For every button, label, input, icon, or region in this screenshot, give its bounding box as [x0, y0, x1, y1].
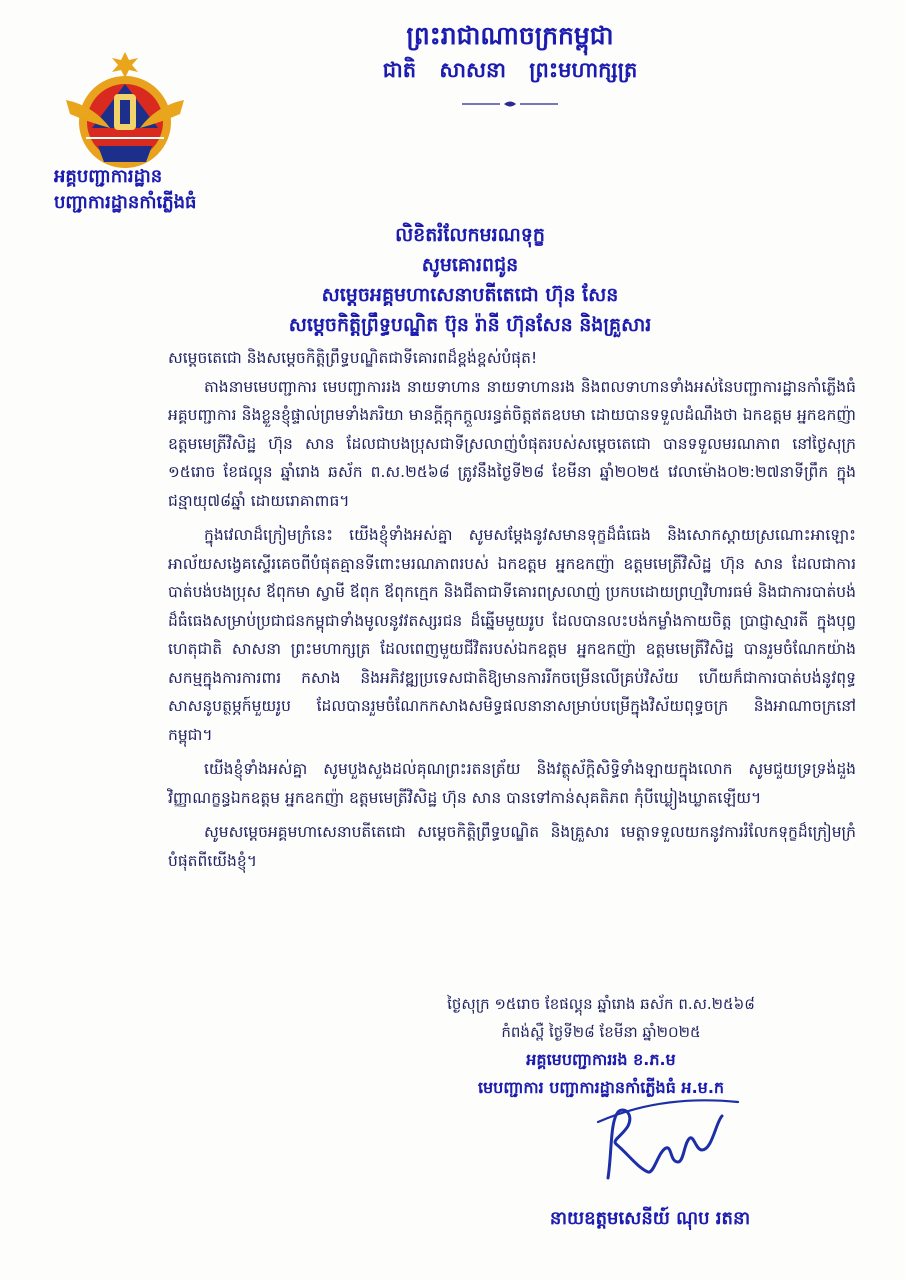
position-line-2: មេបញ្ជាការ បញ្ជាការដ្ឋានកាំភ្លើងធំ អ.ម.ក [477, 1078, 725, 1097]
position-line-1: អគ្គមេបញ្ជាការរង ខ.ភ.ម [526, 1050, 676, 1069]
kingdom-title: ព្រះរាជាណាចក្រកម្ពុជា [406, 21, 614, 50]
national-motto: ជាតិ សាសនា ព្រះមហាក្សត្រ [382, 58, 638, 82]
salutation: សម្តេចតេជោ និងសម្តេចកិត្តិព្រឹទ្ធបណ្ឌិតជាទីគោរពដ៏ខ្ពង់ខ្ពស់បំផុត! [168, 349, 538, 367]
kingdom-header [300, 18, 720, 113]
paragraph-4: សូមសម្តេចអគ្គមហាសេនាបតីតេជោ សម្តេចកិត្តិព្រឹទ្ធបណ្ឌិត និងគ្រួសារ មេត្តាទទួលយកនូវការរំលែកទុក្ខដ៏ក្រៀមក្រំបំផុតពីយើងខ្ញុំ។ [168, 823, 856, 870]
organization-line-2: បញ្ជាការដ្ឋានកាំភ្លើងធំ [54, 192, 197, 213]
organization-block [54, 164, 274, 216]
signer-name: នាយឧត្តមសេនីយ៍ ណុប រតនា [549, 1208, 751, 1229]
date-lunar: ថ្ងៃសុក្រ ១៥រោច ខែផល្គុន ឆ្នាំរោង ឆស័ក ព.ស.២៥៦៨ [447, 995, 755, 1013]
respect-line: សូមគោរពជូន [421, 254, 519, 276]
artillery-emblem-icon [58, 50, 192, 174]
handwritten-signature-icon [588, 1092, 748, 1188]
organization-line-1: អគ្គបញ្ជាការដ្ឋាន [54, 166, 163, 187]
paragraph-1: តាងនាមមេបញ្ជាការ មេបញ្ជាការរង នាយទាហាន នាយទាហានរង និងពលទាហានទាំងអស់នៃបញ្ជាការដ្ឋានកាំភ្លើងធំ អគ្គបញ្ជាការ និងខ្លួនខ្ញុំផ្ទាល់ព្រមទាំងភរិយា មានក្តីក្តុកក្តួលរន្ធត់ចិត្តឥតឧបមា ដោយបានទទួលដំណឹងថា ឯកឧត្តម អ្នកឧកញ៉ា ឧត្តមមេត្រីវិសិដ្ឋ ហ៊ុន សាន ដែលជាបងប្រុសជាទីស្រលាញ់បំផុតរបស់សម្តេចតេជោ បានទទួលមរណភាព នៅថ្ងៃសុក្រ ១៥រោច ខែផល្គុន ឆ្នាំរោង ឆស័ក ព.ស.២៥៦៨ ត្រូវនឹងថ្ងៃទី២៨ ខែមីនា ឆ្នាំ២០២៥ វេលាម៉ោង០២:២៧នាទីព្រឹក ក្នុងជន្មាយុ៧៨ឆ្នាំ ដោយរោគាពាធ។ [168, 377, 856, 510]
paragraph-3: យើងខ្ញុំទាំងអស់គ្នា សូមបួងសួងដល់គុណព្រះរតនត្រ័យ និងវត្ថុស័ក្តិសិទ្ធិទាំងឡាយក្នុងលោក សូមជួយទ្រទ្រង់ដួងវិញ្ញាណក្ខន្ធឯកឧត្តម អ្នកឧកញ៉ា ឧត្តមមេត្រីវិសិដ្ឋ ហ៊ុន សាន បានទៅកាន់សុគតិភព កុំបីឃ្លៀងឃ្លាតឡើយ។ [168, 760, 856, 807]
paragraph-2: ក្នុងវេលាដ៏ក្រៀមក្រំនេះ យើងខ្ញុំទាំងអស់គ្នា សូមសម្តែងនូវសមានទុក្ខដ៏ធំធេង និងសោកស្តាយស្រណោះអាឡោះអាល័យសង្វេគស្ទើរគេចពីបំផុតគ្មានទីពោះមរណភាពរបស់ ឯកឧត្តម អ្នកឧកញ៉ា ឧត្តមមេត្រីវិសិដ្ឋ ហ៊ុន សាន ដែលជាការបាត់បង់បងប្រុស ឪពុកមា ស្វាមី ឪពុក ឪពុកក្មេក និងជីតាជាទីគោរពស្រលាញ់ ប្រកបដោយព្រហ្មវិហារធម៌ និងជាការបាត់បង់ដ៏ធំធេងសម្រាប់ប្រជាជនកម្ពុជាទាំងមូលនូវវតស្សរជន ដ៏ឆ្នើមមួយរូប ដែលបានលះបង់កម្លាំងកាយចិត្ត ប្រាជ្ញាស្មារតី ក្នុងបុព្វហេតុជាតិ សាសនា ព្រះមហាក្សត្រ ដែលពេញមួយជីវិតរបស់ឯកឧត្តម អ្នកឧកញ៉ា ឧត្តមមេត្រីវិសិដ្ឋ បានរួមចំណែកយ៉ាងសកម្មក្នុងការការពារ កសាង និងអភិវឌ្ឍប្រទេសជាតិឱ្យមានការរីកចម្រើនលើគ្រប់វិស័យ ហើយក៏ជាការបាត់បង់នូវពុទ្ធសាសនូបត្ថម្ភក៍មួយរូប ដែលបានរួមចំណែកកសាងសមិទ្ធផលនានាសម្រាប់បម្រើក្នុងវិស័យពុទ្ធចក្រ និងអាណាចក្រនៅកម្ពុជា។ [168, 526, 856, 744]
letter-title: លិខិតរំលែកមរណទុក្ខ [395, 224, 545, 246]
letter-body [168, 344, 856, 875]
recipient-line-1: សម្តេចអគ្គមហាសេនាបតីតេជោ ហ៊ុន សែន [321, 284, 619, 306]
date-solar: កំពង់ស្ពឺ ថ្ងៃទី២៨ ខែមីនា ឆ្នាំ២០២៥ [501, 1023, 701, 1041]
header-ornament [300, 94, 720, 113]
recipient-line-2: សម្តេចកិត្តិព្រឹទ្ធបណ្ឌិត ប៊ុន រ៉ានី ហ៊ុនសែន និងគ្រួសារ [288, 314, 652, 336]
closing-block [391, 990, 811, 1102]
letter-titles [150, 220, 790, 340]
